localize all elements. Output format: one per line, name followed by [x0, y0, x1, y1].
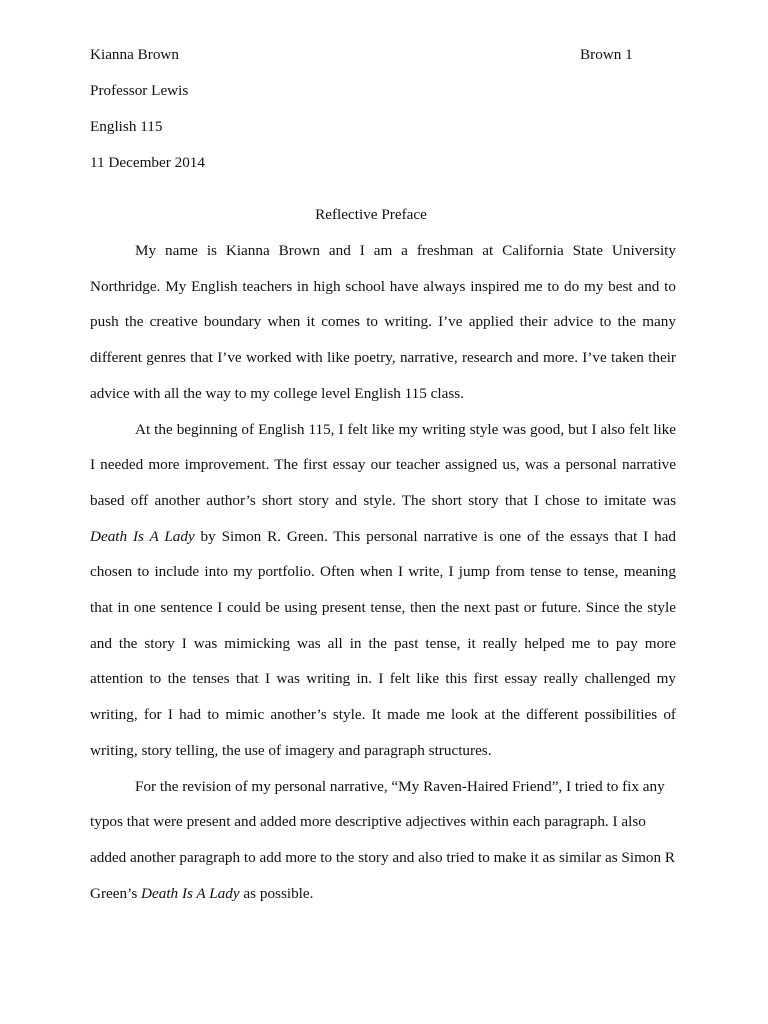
paragraph-1: My name is Kianna Brown and I am a freshman at California State University Northridge. My English teachers in high school have always inspired me to do my best and to push the creative boundary when it comes to writing. I’ve applied their advice to the many different genres that I’ve worked with like poetry, narrative, research and more. I’ve taken their advice with all the way to my college level English 115 class. [90, 242, 676, 402]
paragraph-2-text-a: At the beginning of English 115, I felt like my writing style was good, but I also felt like I needed more improvement. The first essay our teacher assigned us, was a personal narrative based off another author’s short story and style. The short story that I chose to imitate was [90, 420, 676, 509]
author-name: Kianna Brown [90, 46, 179, 63]
paragraph-3-story-title: Death Is A Lady [141, 884, 240, 902]
paragraph-2-text-b: by Simon R. Green. This personal narrative is one of the essays that I had chosen to include into my portfolio. Often when I write, I jump from tense to tense, meaning that in one sentence I could be using present tense, then the next past or future. Since the style and the story I was mimicking was all in the past tense, it really helped me to pay more attention to the tenses that I was writing in. I felt like this first essay really challenged my writing, for I had to mimic another’s style. It made me look at the different possibilities of writing, story telling, the use of imagery and paragraph structures. [90, 527, 677, 759]
paragraph-3 [90, 769, 676, 912]
date: 11 December 2014 [90, 154, 205, 171]
page-number: Brown 1 [580, 46, 633, 63]
paragraph-2-story-title: Death Is A Lady [90, 527, 195, 545]
document-body [90, 233, 676, 911]
paragraph-2 [90, 412, 676, 769]
professor-name: Professor Lewis [90, 82, 189, 99]
document-title: Reflective Preface [315, 206, 427, 223]
paragraph-3-text-b: as possible. [239, 884, 314, 902]
course-name: English 115 [90, 118, 163, 135]
paragraph-3-text-a: For the revision of my personal narrative, “My Raven-Haired Friend”, I tried to fix any typos that were present and added more descriptive adjectives within each paragraph. I also added another paragraph to add more to the story and also tried to make it as similar as Simon R Green’s [90, 777, 675, 902]
